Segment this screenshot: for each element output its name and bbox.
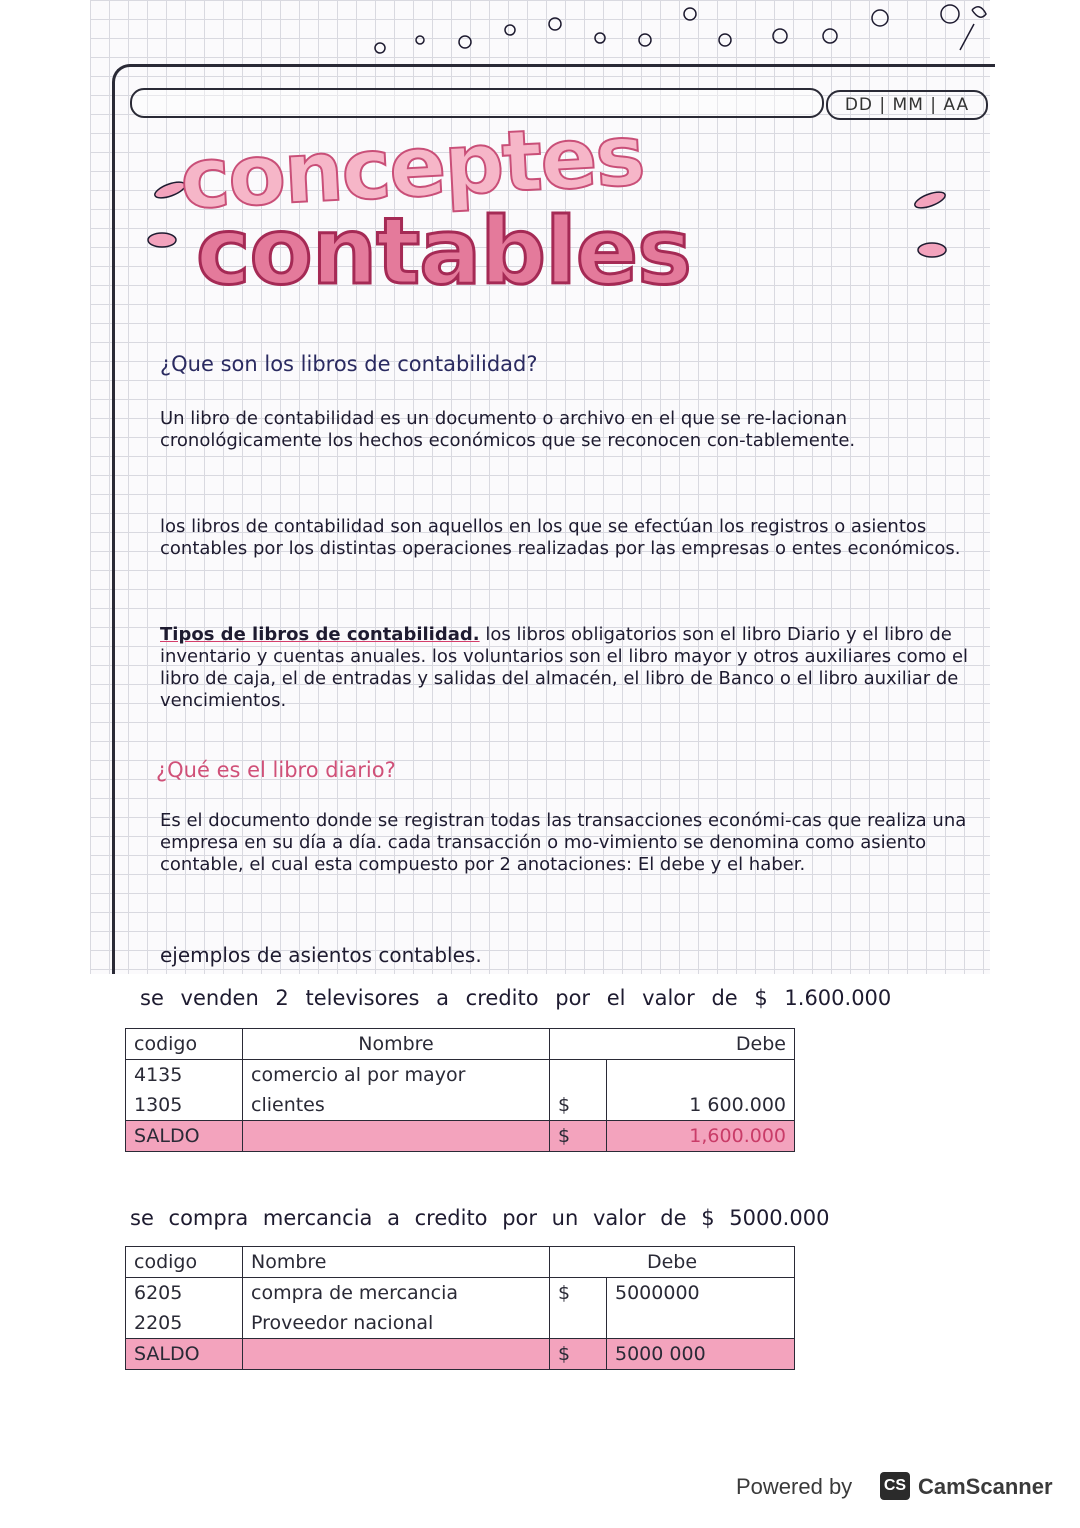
row-nombre: comercio al por mayor: [243, 1060, 550, 1091]
header-nombre: Nombre: [243, 1247, 550, 1278]
row-sign: $: [550, 1090, 607, 1121]
saldo-sign: $: [550, 1339, 607, 1370]
saldo-value: 5000 000: [607, 1339, 795, 1370]
title-word-2: contables: [196, 198, 691, 305]
ledger-table-2: [125, 1246, 795, 1370]
saldo-value: 1,600.000: [607, 1121, 795, 1152]
paragraph-libro-diario: Es el documento donde se registran todas las transacciones económi-cas que realiza una empresa en su día a día. cada transacción o mo-vimiento se denomina como asiento contable, el cual esta compuesto por 2 anotaciones: El debe y el haber.: [160, 810, 967, 875]
ejemplos-heading: ejemplos de asientos contables.: [160, 943, 482, 967]
row-nombre: Proveedor nacional: [243, 1308, 550, 1339]
row-sign: [550, 1308, 607, 1339]
saldo-blank: [243, 1339, 550, 1370]
saldo-blank: [243, 1121, 550, 1152]
row-nombre: compra de mercancia: [243, 1278, 550, 1309]
saldo-label: SALDO: [126, 1121, 243, 1152]
header-debe: Debe: [550, 1247, 795, 1278]
row-nombre: clientes: [243, 1090, 550, 1121]
camscanner-brand: CamScanner: [918, 1474, 1053, 1499]
flower-doodles: [360, 0, 1000, 70]
header-debe: Debe: [550, 1029, 795, 1060]
row-sign: $: [550, 1278, 607, 1309]
saldo-sign: $: [550, 1121, 607, 1152]
header-codigo: codigo: [126, 1247, 243, 1278]
camscanner-logo-icon: CS: [880, 1472, 910, 1500]
paragraph-tipos: [160, 624, 970, 712]
date-field: DD | MM | AA: [826, 90, 988, 120]
powered-by-text: Powered by: [736, 1474, 853, 1499]
paragraph-libros: los libros de contabilidad son aquellos en los que se efectúan los registros o asientos contables por los distintas operaciones realizadas por las empresas o entes económicos.: [160, 516, 961, 559]
tipos-heading: Tipos de libros de contabilidad.: [160, 624, 480, 645]
title-word-1: conceptes: [177, 105, 646, 229]
row-codigo: 1305: [126, 1090, 243, 1121]
row-debe: [607, 1308, 795, 1339]
row-debe: [607, 1060, 795, 1091]
row-sign: [550, 1060, 607, 1091]
row-codigo: 6205: [126, 1278, 243, 1309]
example-2-statement: se compra mercancia a credito por un valor de $ 5000.000: [130, 1206, 830, 1230]
row-codigo: 2205: [126, 1308, 243, 1339]
header-nombre: Nombre: [243, 1029, 550, 1060]
ledger-table-1: [125, 1028, 795, 1152]
petal-decoration-right: [900, 180, 960, 290]
paragraph-definition: Un libro de contabilidad es un documento o archivo en el que se re-lacionan cronológicamente los hechos económicos que se reconocen con-tablemente.: [160, 408, 856, 451]
row-codigo: 4135: [126, 1060, 243, 1091]
header-codigo: codigo: [126, 1029, 243, 1060]
row-debe: 5000000: [607, 1278, 795, 1309]
tipos-body: los libros obligatorios son el libro Diario y el libro de inventario y cuentas anuales. los voluntarios son el libro mayor y otros auxiliares como el libro de caja, el de entradas y salidas del almacén, el libro de Banco o el libro auxiliar de vencimientos.: [160, 624, 969, 711]
example-1-statement: se venden 2 televisores a credito por el valor de $ 1.600.000: [140, 986, 892, 1010]
question-heading-2: ¿Qué es el libro diario?: [156, 758, 396, 782]
saldo-label: SALDO: [126, 1339, 243, 1370]
question-heading-1: ¿Que son los libros de contabilidad?: [160, 352, 538, 376]
row-debe: 1 600.000: [607, 1090, 795, 1121]
